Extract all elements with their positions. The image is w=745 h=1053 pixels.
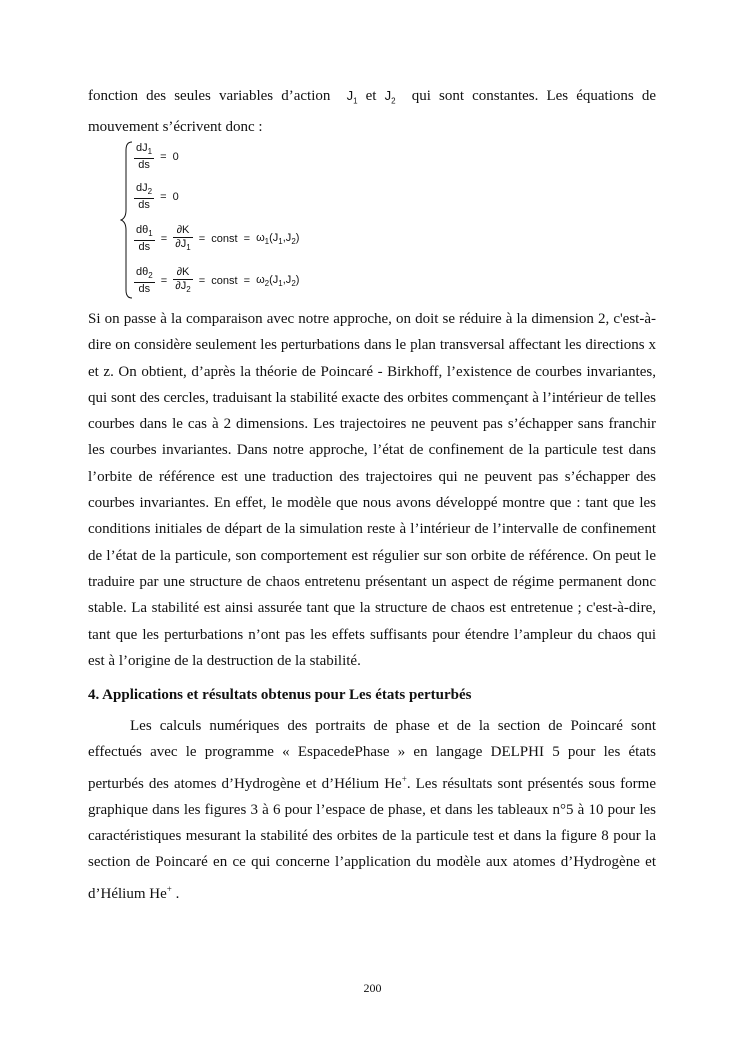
page-number: 200 [363, 981, 382, 995]
equation-3: $\frac{d\theta_1}{ds}$ = $\frac{\partial K}{\partial J_1}$ = const = $\omega_1(J_1,J_2)$ [136, 224, 300, 254]
equation-4: $\frac{d\theta_2}{ds}$ = $\frac{\partial K}{\partial J_2}$ = const = $\omega_2(J_1,J_2)$ [136, 266, 300, 296]
equation-2: $\frac{dJ_2}{ds}$ = 0 [136, 182, 179, 212]
paragraph-applications: Les calculs numériques des portraits de phase et de la section de Poincaré sont effectués avec le programme « EspacedePhase » en langage DELPHI 5 pour les états perturbés des atomes d’Hydrogène et d’Hélium He+. Les résultats sont présentés sous forme graphique dans les figures 3 à 6 pour l’espace de phase, et dans les tableaux n°5 à 10 pour les caractéristiques mesurant la stabilité des orbites de la particule test et dans la figure 8 pour la section de Poincaré en ce qui concerne l’application du modèle aux atomes d’Hydrogène et d’Hélium He+ . [88, 718, 656, 902]
equation-system [120, 140, 370, 300]
variable-j1: $J_1$ [346, 88, 358, 106]
intro-text-b: qui sont constantes. Les équations de [411, 88, 656, 104]
section-heading: 4. Applications et résultats obtenus pour Les états perturbés [88, 687, 472, 703]
left-brace-icon [120, 140, 134, 300]
paragraph-comparison: Si on passe à la comparaison avec notre approche, on doit se réduire à la dimension 2, c'est-à-dire on considère seulement les perturbations dans le plan transversal affectant les directions x et z. On obtient, d’après la théorie de Poincaré - Birkhoff, l’existence de courbes invariantes, qui sont des cercles, traduisant la stabilité exacte des orbites commençant à l’intérieur de telles courbes dans le cas à 2 dimensions. Les trajectoires ne peuvent pas s’échapper sans franchir les courbes invariantes. Dans notre approche, l’état de confinement de la particule test dans l’orbite de référence est une traduction des trajectoires qui ne peuvent pas s’échapper des courbes invariantes. En effet, le modèle que nous avons développé montre que : tant que les conditions initiales de départ de la simulation reste à l’intérieur de l’intervalle de confinement de l’état de la particule, son comportement est régulier sur son orbite de référence. On peut le traduire par une structure de chaos entretenu présentant un aspect de régime permanent donc stable. La stabilité est ainsi assurée tant que la structure de chaos est entretenue ; c'est-à-dire, tant que les perturbations n’ont pas les effets suffisants pour étendre l’ampleur du chaos qui est à l’origine de la destruction de la stabilité. [88, 311, 656, 669]
intro-text-a: fonction des seules variables d’action [88, 88, 331, 104]
variable-j2: $J_2$ [384, 88, 396, 106]
intro-and: et [365, 88, 377, 104]
equation-1: $\frac{dJ_1}{ds}$ = 0 [136, 142, 179, 172]
intro-line [88, 88, 656, 106]
intro-line-2: mouvement s’écrivent donc : [88, 119, 263, 135]
